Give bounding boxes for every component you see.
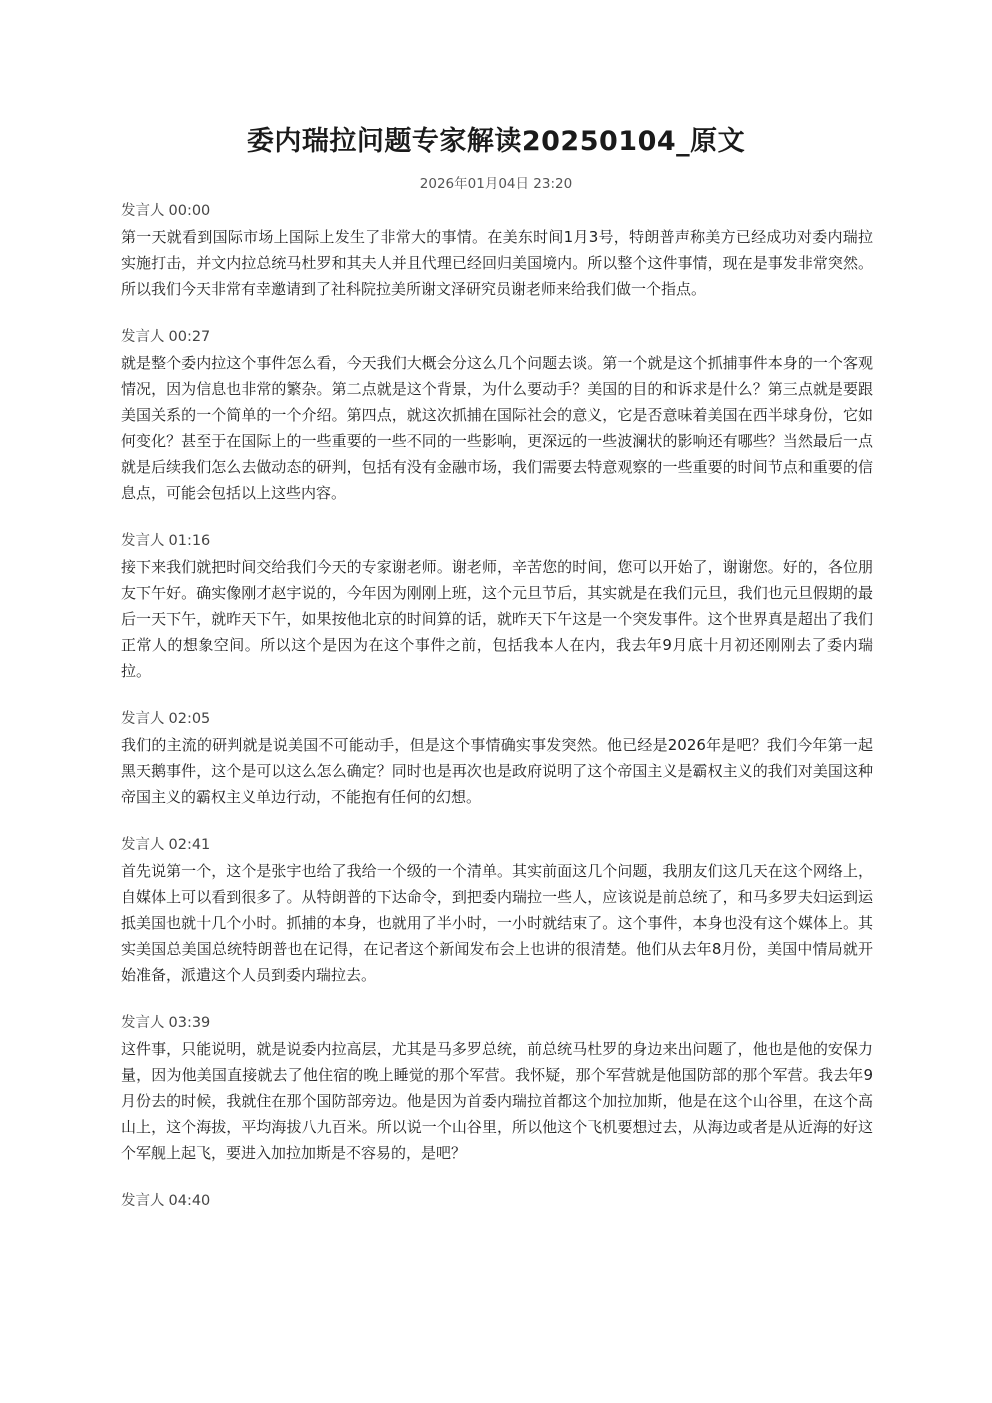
speaker-name: 发言人 (121, 1015, 165, 1031)
utterance-text: 接下来我们就把时间交给我们今天的专家谢老师。谢老师，辛苦您的时间，您可以开始了，谢谢您。好的，各位朋友下午好。确实像刚才赵宇说的，今年因为刚刚上班，这个元旦节后，其实就是在我们元旦，我们也元旦假期的最后一天下午，就昨天下午，如果按他北京的时间算的话，就昨天下午这是一个突发事件。这个世界真是超出了我们正常人的想象空间。所以这个是因为在这个事件之前，包括我本人在内，我去年9月底十月初还刚刚去了委内瑞拉。 (121, 558, 873, 680)
speaker-name: 发言人 (121, 837, 165, 853)
transcript-segment (121, 1188, 873, 1214)
utterance-text: 这件事，只能说明，就是说委内拉高层，尤其是马多罗总统，前总统马杜罗的身边来出问题了，他也是他的安保力量，因为他美国直接就去了他住宿的晚上睡觉的那个军营。我怀疑，那个军营就是他国防部的那个军营。我去年9月份去的时候，我就住在那个国防部旁边。他是因为首委内瑞拉首都这个加拉加斯，他是在这个山谷里，在这个高山上，这个海拔，平均海拔八九百米。所以说一个山谷里，所以他这个飞机要想过去，从海边或者是从近海的好这个军舰上起飞，要进入加拉加斯是不容易的，是吧？ (121, 1040, 873, 1162)
speaker-line (121, 706, 873, 732)
speaker-line (121, 1010, 873, 1036)
speaker-line (121, 198, 873, 224)
speaker-name: 发言人 (121, 533, 165, 549)
speaker-line (121, 1188, 873, 1214)
speaker-line (121, 832, 873, 858)
transcript (121, 198, 873, 1236)
speaker-line (121, 528, 873, 554)
timestamp: 04:40 (168, 1193, 211, 1209)
transcript-segment (121, 706, 873, 810)
timestamp: 02:05 (168, 711, 211, 727)
utterance-text: 就是整个委内拉这个事件怎么看，今天我们大概会分这么几个问题去谈。第一个就是这个抓捕事件本身的一个客观情况，因为信息也非常的繁杂。第二点就是这个背景，为什么要动手？美国的目的和诉求是什么？第三点就是要跟美国关系的一个简单的一个介绍。第四点，就这次抓捕在国际社会的意义，它是否意味着美国在西半球身份，它如何变化？甚至于在国际上的一些重要的一些不同的一些影响，更深远的一些波澜状的影响还有哪些？当然最后一点就是后续我们怎么去做动态的研判，包括有没有金融市场，我们需要去特意观察的一些重要的时间节点和重要的信息点，可能会包括以上这些内容。 (121, 354, 873, 502)
timestamp: 00:27 (168, 329, 211, 345)
transcript-segment (121, 1010, 873, 1166)
timestamp: 03:39 (168, 1015, 211, 1031)
transcript-segment (121, 832, 873, 988)
transcript-segment (121, 528, 873, 684)
speaker-name: 发言人 (121, 203, 165, 219)
timestamp: 01:16 (168, 533, 211, 549)
speaker-name: 发言人 (121, 1193, 165, 1209)
utterance-text: 第一天就看到国际市场上国际上发生了非常大的事情。在美东时间1月3号，特朗普声称美方已经成功对委内瑞拉实施打击，并文内拉总统马杜罗和其夫人并且代理已经回归美国境内。所以整个这件事情，现在是事发非常突然。所以我们今天非常有幸邀请到了社科院拉美所谢文泽研究员谢老师来给我们做一个指点。 (121, 228, 873, 298)
speaker-name: 发言人 (121, 711, 165, 727)
transcript-segment (121, 198, 873, 302)
speaker-name: 发言人 (121, 329, 165, 345)
document-title: 委内瑞拉问题专家解读20250104_原文 (246, 126, 746, 157)
speaker-line (121, 324, 873, 350)
utterance-text: 我们的主流的研判就是说美国不可能动手，但是这个事情确实事发突然。他已经是2026年是吧？我们今年第一起黑天鹅事件，这个是可以这么怎么确定？同时也是再次也是政府说明了这个帝国主义是霸权主义的我们对美国这种帝国主义的霸权主义单边行动，不能抱有任何的幻想。 (121, 736, 873, 806)
document-datetime: 2026年01月04日 23:20 (419, 176, 573, 192)
timestamp: 02:41 (168, 837, 211, 853)
transcript-segment (121, 324, 873, 506)
utterance-text: 首先说第一个，这个是张宇也给了我给一个级的一个清单。其实前面这几个问题，我朋友们这几天在这个网络上，自媒体上可以看到很多了。从特朗普的下达命令，到把委内瑞拉一些人，应该说是前总统了，和马多罗夫妇运到运抵美国也就十几个小时。抓捕的本身，也就用了半小时，一小时就结束了。这个事件，本身也没有这个媒体上。其实美国总美国总统特朗普也在记得，在记者这个新闻发布会上也讲的很清楚。他们从去年8月份，美国中情局就开始准备，派遣这个人员到委内瑞拉去。 (121, 862, 873, 984)
timestamp: 00:00 (168, 203, 211, 219)
